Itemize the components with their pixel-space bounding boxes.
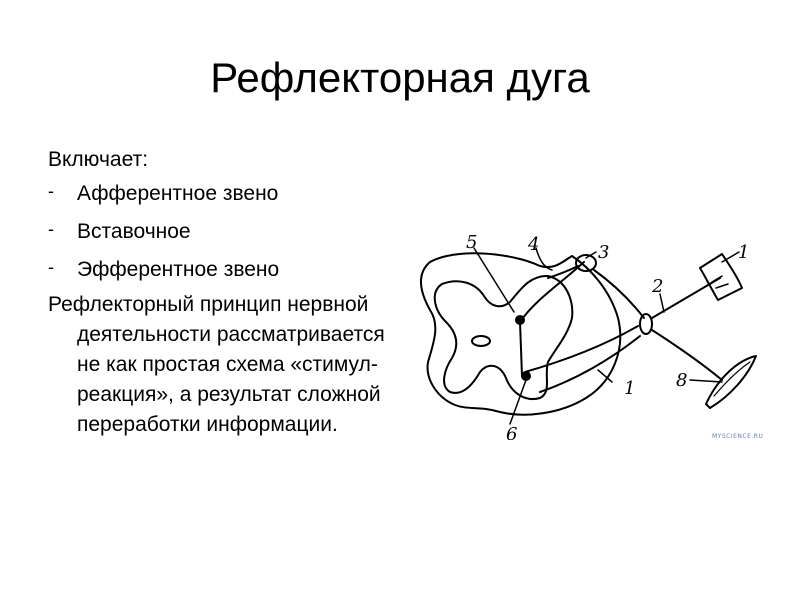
watermark: MYSCIENCE.RU bbox=[712, 433, 764, 440]
bullet-item-efferent bbox=[48, 256, 398, 294]
reflex-arc-diagram bbox=[400, 230, 760, 440]
bullet-item-afferent bbox=[48, 180, 398, 218]
bullet-dash: - bbox=[48, 219, 54, 239]
bullet-dash: - bbox=[48, 257, 54, 277]
bullet-text: Эфферентное звено bbox=[77, 258, 280, 281]
reflex-principle-paragraph: Рефлекторный принцип нервной деятельности рассматривается не как простая схема «стимул-реакция», а результат сложной переработки информации. bbox=[48, 293, 385, 436]
label-6: 6 bbox=[506, 424, 518, 440]
bullet-text: Вставочное bbox=[77, 220, 191, 243]
interneuron-body bbox=[515, 315, 525, 325]
bullet-item-intercalary bbox=[48, 218, 398, 256]
label-5: 5 bbox=[466, 232, 478, 253]
afferent-fiber bbox=[594, 270, 644, 318]
slide-text bbox=[48, 146, 398, 440]
label-3: 3 bbox=[598, 242, 610, 263]
bullet-list bbox=[48, 180, 398, 294]
label-1-root: 1 bbox=[624, 378, 636, 399]
label-8: 8 bbox=[676, 370, 688, 391]
interneuron-fiber bbox=[520, 322, 522, 376]
slide-title: Рефлекторная дуга bbox=[210, 54, 590, 101]
label-4: 4 bbox=[528, 234, 540, 255]
central-canal bbox=[472, 336, 490, 346]
mixed-nerve-knot bbox=[640, 314, 652, 334]
motor-neuron-body bbox=[521, 371, 531, 381]
intro-text: Включает: bbox=[48, 148, 149, 171]
bullet-text: Афферентное звено bbox=[77, 182, 279, 205]
bullet-dash: - bbox=[48, 181, 54, 201]
afferent-fiber-inner bbox=[520, 262, 584, 322]
label-2: 2 bbox=[652, 276, 664, 297]
label-1-receptor: 1 bbox=[738, 242, 750, 263]
